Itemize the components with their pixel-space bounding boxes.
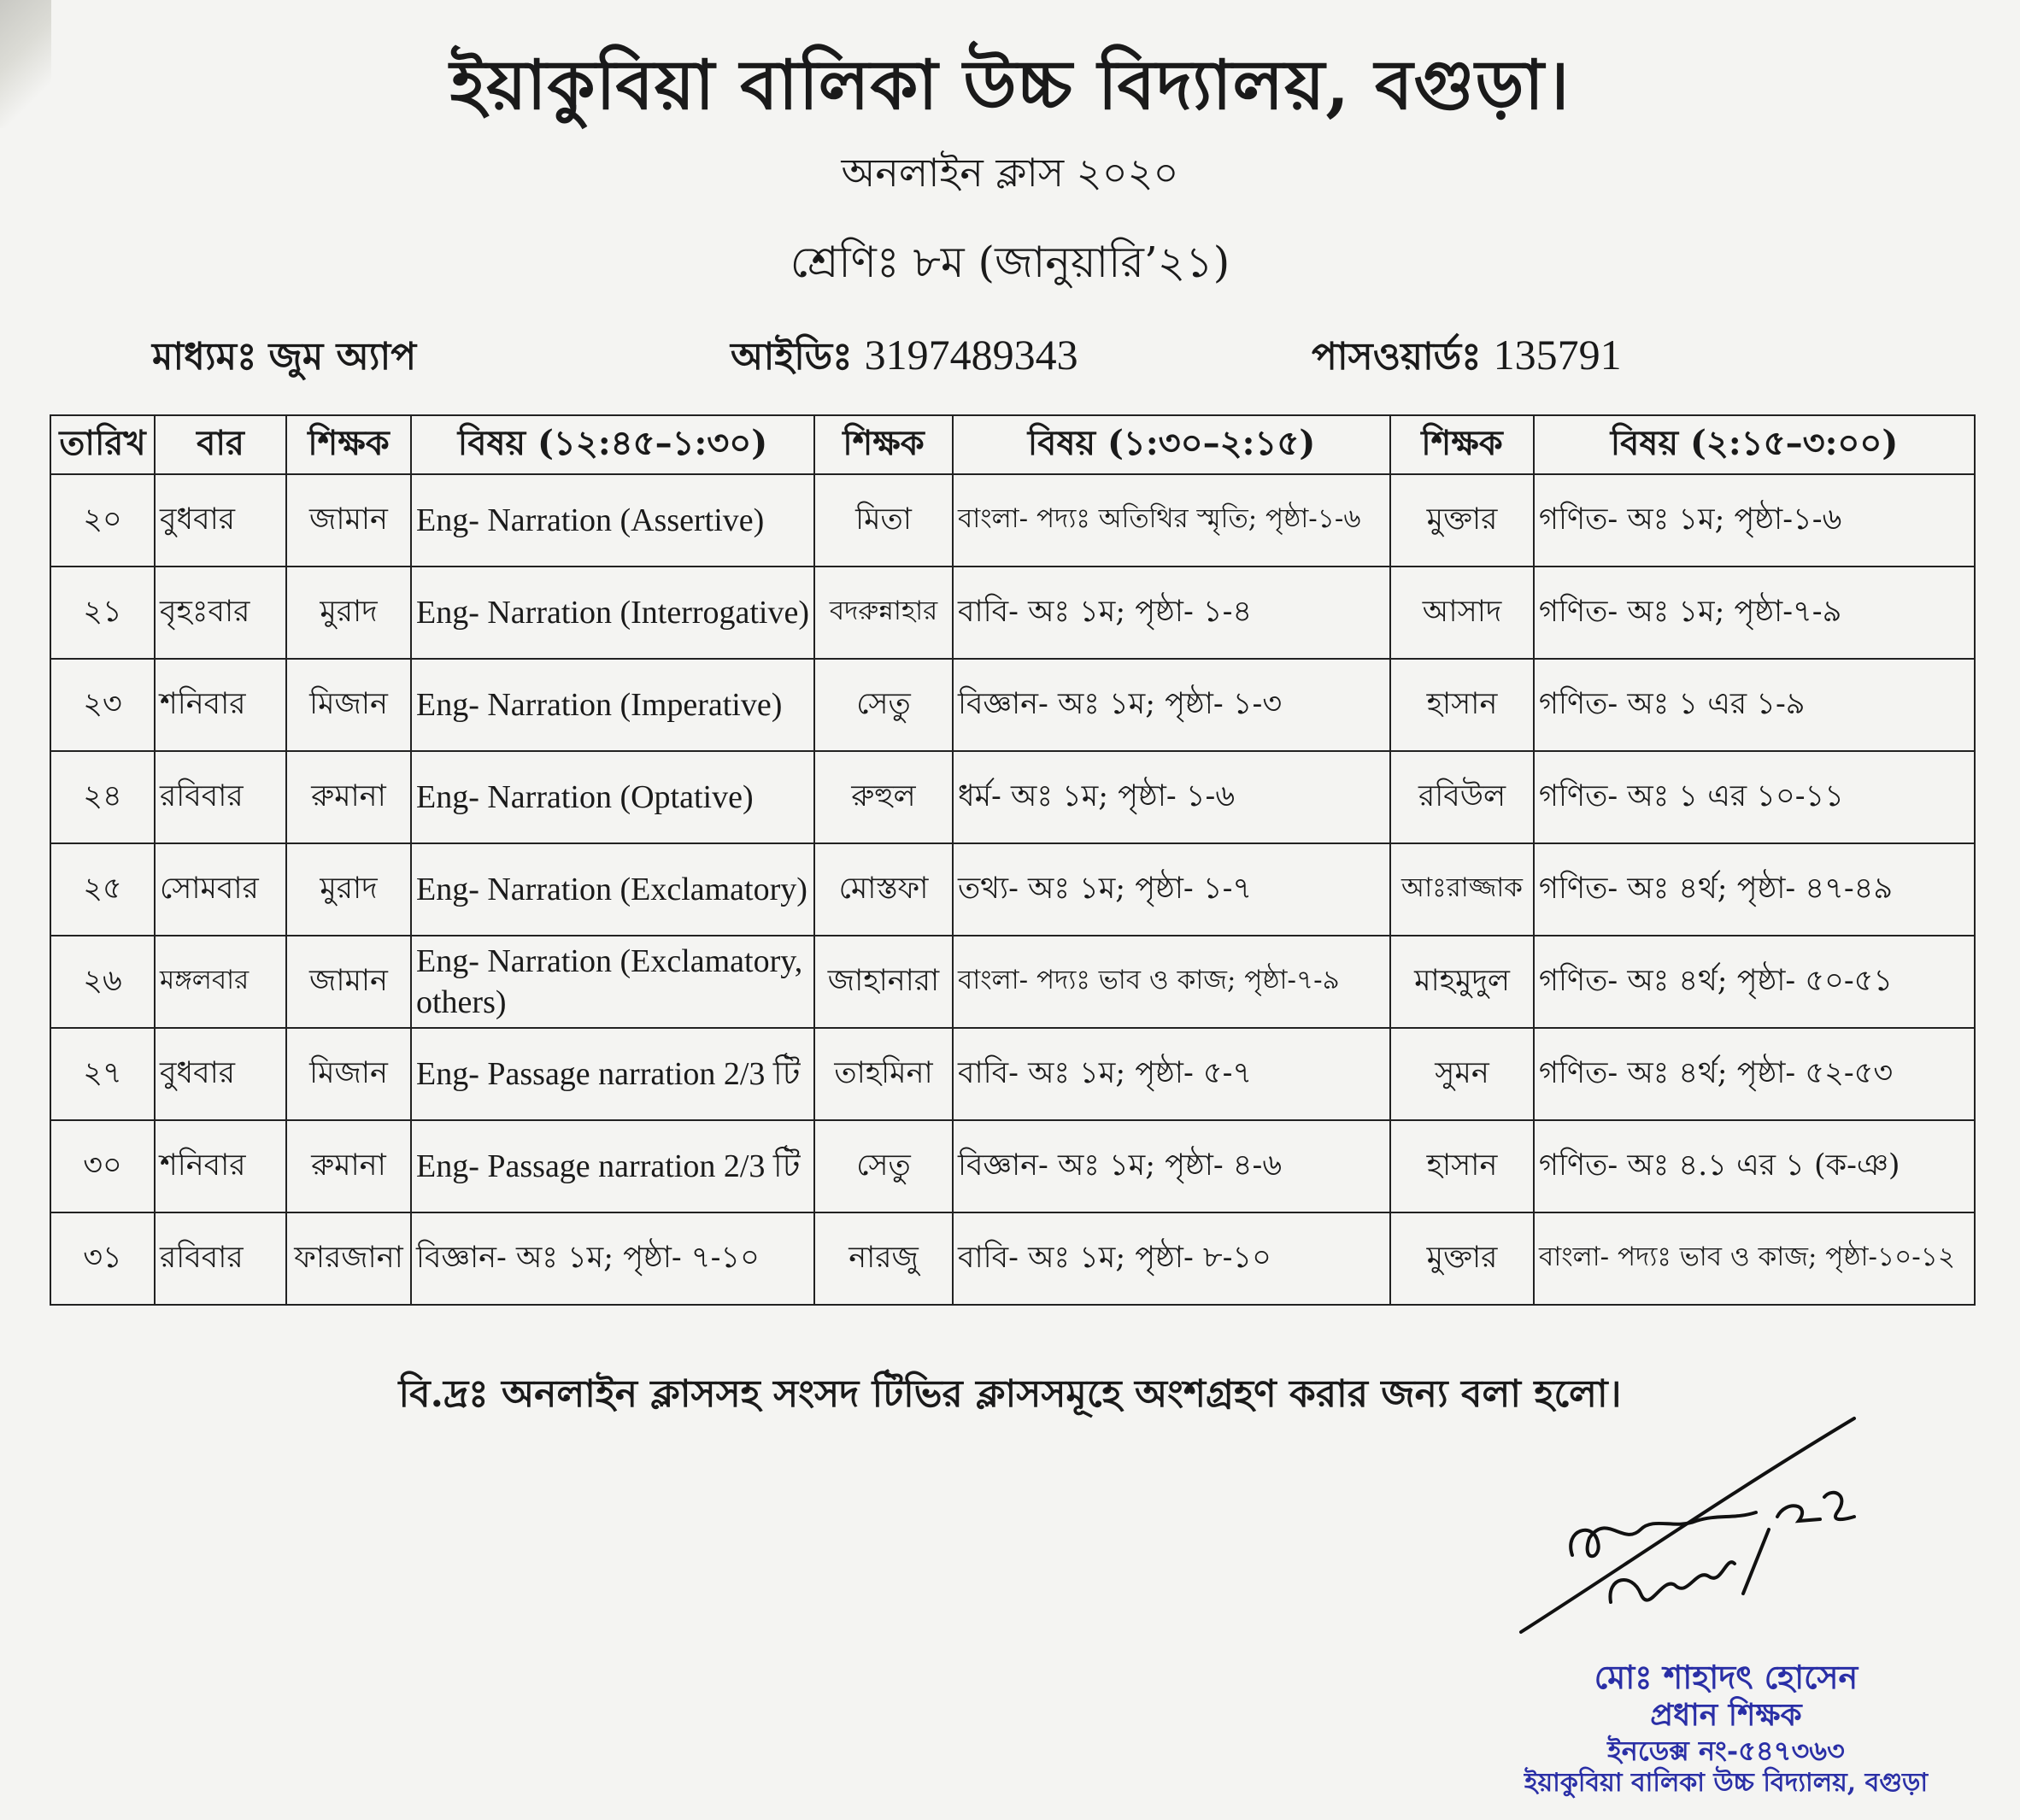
cell-subject-3: গণিত- অঃ ৪র্থ; পৃষ্ঠা- ৫০-৫১: [1534, 936, 1975, 1028]
cell-teacher-1: মুরাদ: [286, 567, 411, 659]
cell-teacher-1: মুরাদ: [286, 843, 411, 936]
cell-teacher-3: রবিউল: [1390, 751, 1534, 843]
cell-subject-3: গণিত- অঃ ১ম; পৃষ্ঠা-৭-৯: [1534, 567, 1975, 659]
password-label: পাসওয়ার্ডঃ: [1312, 335, 1482, 379]
table-row: [50, 1212, 1975, 1305]
cell-day: রবিবার: [155, 1212, 286, 1305]
cell-day: বুধবার: [155, 474, 286, 567]
cell-subject-2: বাংলা- পদ্যঃ অতিথির স্মৃতি; পৃষ্ঠা-১-৬: [953, 474, 1390, 567]
cell-teacher-2: নারজু: [814, 1212, 953, 1305]
cell-teacher-3: সুমন: [1390, 1028, 1534, 1120]
medium-info: [152, 328, 416, 390]
cell-teacher-1: জামান: [286, 474, 411, 567]
cell-date: ২৭: [50, 1028, 155, 1120]
cell-teacher-1: রুমানা: [286, 1120, 411, 1212]
password-info: [1312, 328, 1622, 390]
table-row: [50, 1028, 1975, 1120]
cell-subject-1: Eng- Narration (Exclamatory, others): [411, 936, 814, 1028]
cell-teacher-2: বদরুন্নাহার: [814, 567, 953, 659]
table-header-row: [50, 415, 1975, 474]
cell-teacher-3: মুক্তার: [1390, 474, 1534, 567]
cell-subject-3: গণিত- অঃ ৪.১ এর ১ (ক-ঞ): [1534, 1120, 1975, 1212]
cell-date: ২০: [50, 474, 155, 567]
cell-teacher-2: মিতা: [814, 474, 953, 567]
header-subject-3: বিষয় (২:১৫–৩:০০): [1534, 415, 1975, 474]
cell-teacher-1: মিজান: [286, 1028, 411, 1120]
cell-subject-2: তথ্য- অঃ ১ম; পৃষ্ঠা- ১-৭: [953, 843, 1390, 936]
handwritten-signature: [1512, 1401, 1871, 1649]
header-teacher-1: শিক্ষক: [286, 415, 411, 474]
cell-day: বৃহঃবার: [155, 567, 286, 659]
stamp-designation: প্রধান শিক্ষক: [1650, 1697, 1802, 1734]
header-teacher-2: শিক্ষক: [814, 415, 953, 474]
cell-day: শনিবার: [155, 659, 286, 751]
cell-subject-2: বাবি- অঃ ১ম; পৃষ্ঠা- ৮-১০: [953, 1212, 1390, 1305]
cell-subject-2: বিজ্ঞান- অঃ ১ম; পৃষ্ঠা- ১-৩: [953, 659, 1390, 751]
cell-subject-1: Eng- Passage narration 2/3 টি: [411, 1028, 814, 1120]
cell-teacher-1: জামান: [286, 936, 411, 1028]
cell-subject-1: Eng- Narration (Exclamatory): [411, 843, 814, 936]
headmaster-stamp: [1470, 1658, 1982, 1799]
table-row: [50, 751, 1975, 843]
cell-subject-1: Eng- Narration (Assertive): [411, 474, 814, 567]
cell-subject-1: Eng- Narration (Interrogative): [411, 567, 814, 659]
meeting-id-label: আইডিঃ: [731, 335, 853, 379]
cell-date: ২৫: [50, 843, 155, 936]
password-value: 135791: [1493, 331, 1622, 379]
cell-day: সোমবার: [155, 843, 286, 936]
table-row: [50, 936, 1975, 1028]
class-routine-table: [50, 414, 1976, 1306]
table-row: [50, 1120, 1975, 1212]
school-title: ইয়াকুবিয়া বালিকা উচ্চ বিদ্যালয়, বগুড়া।: [449, 44, 1571, 125]
header-subject-1: বিষয় (১২:৪৫–১:৩০): [411, 415, 814, 474]
class-and-month: শ্রেণিঃ ৮ম (জানুয়ারি’২১): [790, 238, 1230, 287]
header-day: বার: [155, 415, 286, 474]
cell-teacher-2: জাহানারা: [814, 936, 953, 1028]
medium-value: জুম অ্যাপ: [268, 335, 417, 379]
cell-subject-3: গণিত- অঃ ১ এর ১০-১১: [1534, 751, 1975, 843]
header-date: তারিখ: [50, 415, 155, 474]
cell-date: ৩১: [50, 1212, 155, 1305]
header-subject-2: বিষয় (১:৩০–২:১৫): [953, 415, 1390, 474]
cell-teacher-2: সেতু: [814, 659, 953, 751]
cell-subject-3: গণিত- অঃ ১ম; পৃষ্ঠা-১-৬: [1534, 474, 1975, 567]
meeting-id-value: 3197489343: [864, 331, 1078, 379]
cell-teacher-2: মোস্তফা: [814, 843, 953, 936]
cell-date: ২৬: [50, 936, 155, 1028]
cell-day: মঙ্গলবার: [155, 936, 286, 1028]
table-row: [50, 567, 1975, 659]
notice-text: বি.দ্রঃ অনলাইন ক্লাসসহ সংসদ টিভির ক্লাসসমূহে অংশগ্রহণ করার জন্য বলা হলো।: [398, 1372, 1622, 1416]
header-teacher-3: শিক্ষক: [1390, 415, 1534, 474]
cell-date: ২৪: [50, 751, 155, 843]
cell-teacher-3: আঃরাজ্জাক: [1390, 843, 1534, 936]
cell-subject-2: ধর্ম- অঃ ১ম; পৃষ্ঠা- ১-৬: [953, 751, 1390, 843]
cell-teacher-1: রুমানা: [286, 751, 411, 843]
cell-subject-1: Eng- Narration (Imperative): [411, 659, 814, 751]
cell-subject-1: Eng- Narration (Optative): [411, 751, 814, 843]
cell-subject-3: বাংলা- পদ্যঃ ভাব ও কাজ; পৃষ্ঠা-১০-১২: [1534, 1212, 1975, 1305]
stamp-index-number: ইনডেক্স নং-৫৪৭৩৬৩: [1607, 1735, 1845, 1768]
online-class-subtitle: অনলাইন ক্লাস ২০২০: [841, 150, 1179, 196]
cell-teacher-3: মাহমুদুল: [1390, 936, 1534, 1028]
cell-subject-2: বাবি- অঃ ১ম; পৃষ্ঠা- ১-৪: [953, 567, 1390, 659]
table-row: [50, 659, 1975, 751]
cell-date: ২৩: [50, 659, 155, 751]
cell-subject-1: বিজ্ঞান- অঃ ১ম; পৃষ্ঠা- ৭-১০: [411, 1212, 814, 1305]
cell-date: ২১: [50, 567, 155, 659]
stamp-school-name: ইয়াকুবিয়া বালিকা উচ্চ বিদ্যালয়, বগুড়া: [1524, 1768, 1929, 1799]
cell-day: শনিবার: [155, 1120, 286, 1212]
table-row: [50, 843, 1975, 936]
cell-teacher-3: আসাদ: [1390, 567, 1534, 659]
cell-teacher-1: মিজান: [286, 659, 411, 751]
cell-subject-3: গণিত- অঃ ৪র্থ; পৃষ্ঠা- ৫২-৫৩: [1534, 1028, 1975, 1120]
cell-subject-3: গণিত- অঃ ১ এর ১-৯: [1534, 659, 1975, 751]
cell-teacher-1: ফারজানা: [286, 1212, 411, 1305]
cell-teacher-3: মুক্তার: [1390, 1212, 1534, 1305]
cell-subject-1: Eng- Passage narration 2/3 টি: [411, 1120, 814, 1212]
cell-teacher-2: রুহুল: [814, 751, 953, 843]
cell-subject-2: বাংলা- পদ্যঃ ভাব ও কাজ; পৃষ্ঠা-৭-৯: [953, 936, 1390, 1028]
cell-day: বুধবার: [155, 1028, 286, 1120]
table-row: [50, 474, 1975, 567]
cell-teacher-3: হাসান: [1390, 1120, 1534, 1212]
cell-subject-3: গণিত- অঃ ৪র্থ; পৃষ্ঠা- ৪৭-৪৯: [1534, 843, 1975, 936]
cell-teacher-3: হাসান: [1390, 659, 1534, 751]
cell-date: ৩০: [50, 1120, 155, 1212]
meeting-id-info: [731, 328, 1078, 390]
cell-subject-2: বাবি- অঃ ১ম; পৃষ্ঠা- ৫-৭: [953, 1028, 1390, 1120]
stamp-name: মোঃ শাহাদৎ হোসেন: [1594, 1658, 1859, 1696]
cell-subject-2: বিজ্ঞান- অঃ ১ম; পৃষ্ঠা- ৪-৬: [953, 1120, 1390, 1212]
cell-day: রবিবার: [155, 751, 286, 843]
cell-teacher-2: তাহমিনা: [814, 1028, 953, 1120]
cell-teacher-2: সেতু: [814, 1120, 953, 1212]
medium-label: মাধ্যমঃ: [152, 335, 257, 379]
